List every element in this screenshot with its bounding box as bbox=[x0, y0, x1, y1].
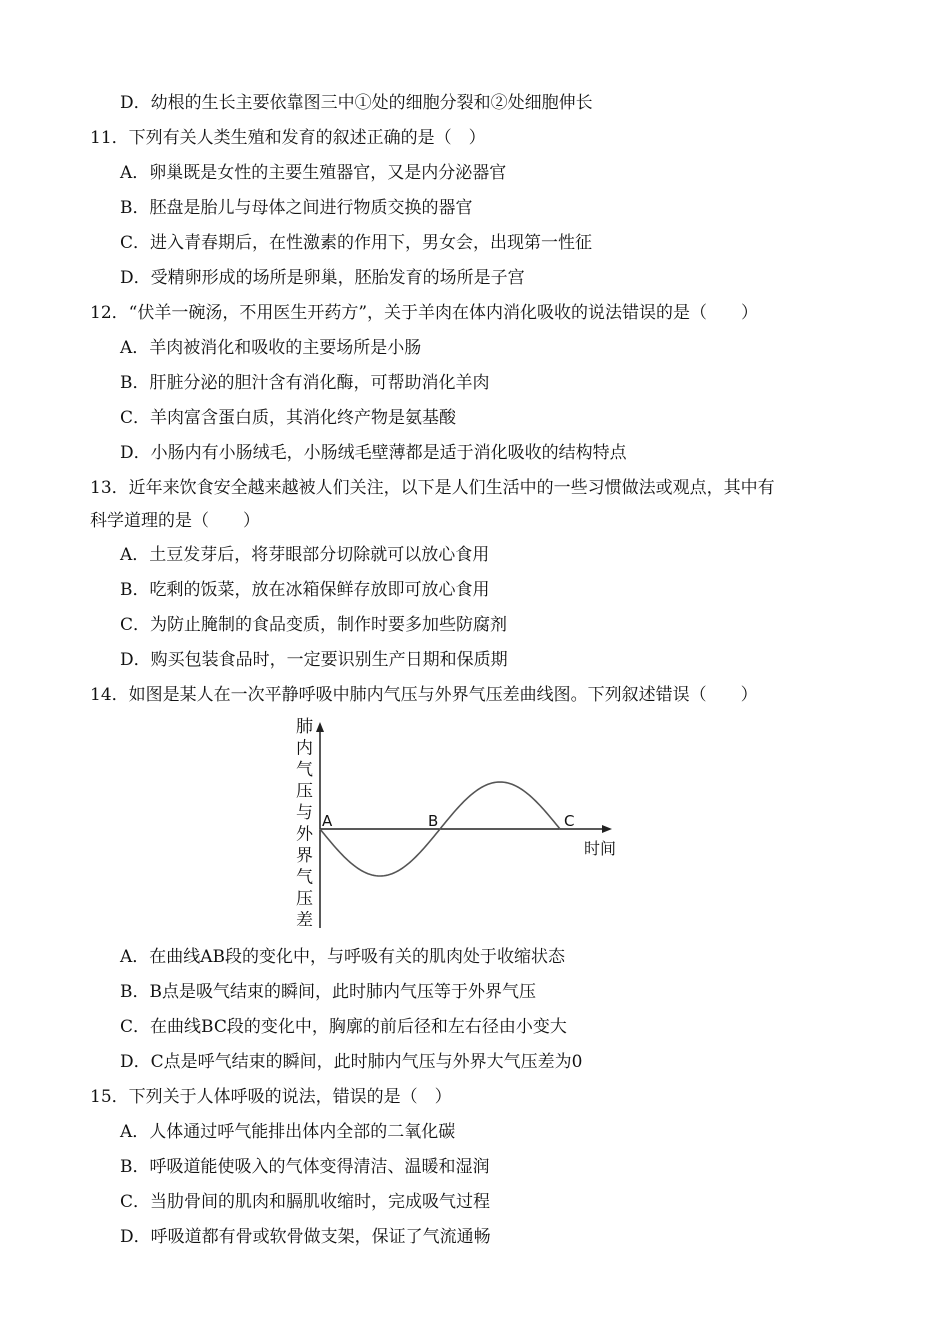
q11-option-a: A．卵巢既是女性的主要生殖器官，又是内分泌器官 bbox=[120, 163, 507, 183]
y-axis-label-char: 内 bbox=[296, 738, 313, 759]
y-axis-label-char: 与 bbox=[296, 803, 313, 823]
q15-option-c: C．当肋骨间的肌肉和膈肌收缩时，完成吸气过程 bbox=[120, 1192, 491, 1212]
q12-stem: 12．“伏羊一碗汤，不用医生开药方”，关于羊肉在体内消化吸收的说法错误的是（ ） bbox=[90, 303, 759, 323]
q13-option-a: A．土豆发芽后，将芽眼部分切除就可以放心食用 bbox=[120, 545, 490, 565]
y-axis-label-char: 压 bbox=[296, 781, 313, 802]
q12-option-b: B．肝脏分泌的胆汁含有消化酶，可帮助消化羊肉 bbox=[120, 373, 490, 393]
q13-option-d: D．购买包装食品时，一定要识别生产日期和保质期 bbox=[120, 650, 508, 670]
y-axis-label-char: 界 bbox=[296, 846, 313, 866]
y-axis-label-char: 肺 bbox=[296, 717, 313, 737]
q13-stem-line2: 科学道理的是（ ） bbox=[90, 511, 260, 531]
q14-option-c: C．在曲线BC段的变化中，胸廓的前后径和左右径由小变大 bbox=[120, 1017, 567, 1037]
q10-option-d: D．幼根的生长主要依靠图三中①处的细胞分裂和②处细胞伸长 bbox=[120, 93, 593, 113]
q14-option-a: A．在曲线AB段的变化中，与呼吸有关的肌肉处于收缩状态 bbox=[120, 947, 566, 967]
y-axis-label-char: 气 bbox=[296, 760, 313, 780]
q11-stem: 11．下列有关人类生殖和发育的叙述正确的是（ ） bbox=[90, 128, 486, 148]
q14-option-d: D．C点是呼气结束的瞬间，此时肺内气压与外界大气压差为0 bbox=[120, 1052, 583, 1072]
q13-stem-line1: 13．近年来饮食安全越来越被人们关注，以下是人们生活中的一些习惯做法或观点，其中有 bbox=[90, 478, 775, 498]
q15-option-a: A．人体通过呼气能排出体内全部的二氧化碳 bbox=[120, 1122, 456, 1142]
x-axis-arrow bbox=[602, 825, 612, 833]
y-axis-label-char: 气 bbox=[296, 867, 313, 888]
x-axis-label: 时间 bbox=[584, 839, 617, 858]
q13-option-c: C．为防止腌制的食品变质，制作时要多加些防腐剂 bbox=[120, 615, 508, 635]
q12-option-a: A．羊肉被消化和吸收的主要场所是小肠 bbox=[120, 338, 422, 358]
point-label-b: B bbox=[428, 812, 439, 830]
q15-stem: 15．下列关于人体呼吸的说法，错误的是（ ） bbox=[90, 1087, 452, 1107]
y-axis-arrow bbox=[316, 722, 324, 732]
y-axis-label-char: 外 bbox=[296, 824, 313, 845]
y-axis-label-char: 压 bbox=[296, 889, 313, 909]
q14-stem: 14．如图是某人在一次平静呼吸中肺内气压与外界气压差曲线图。下列叙述错误（ ） bbox=[90, 685, 758, 705]
q15-option-b: B．呼吸道能使吸入的气体变得清洁、温暖和湿润 bbox=[120, 1157, 490, 1177]
q12-option-d: D．小肠内有小肠绒毛，小肠绒毛壁薄都是适于消化吸收的结构特点 bbox=[120, 443, 627, 463]
y-axis-label bbox=[296, 717, 314, 928]
q14-option-b: B．B点是吸气结束的瞬间，此时肺内气压等于外界气压 bbox=[120, 982, 536, 1002]
q11-option-c: C．进入青春期后，在性激素的作用下，男女会，出现第一性征 bbox=[120, 233, 593, 253]
q11-option-b: B．胚盘是胎儿与母体之间进行物质交换的器官 bbox=[120, 198, 473, 218]
q15-option-d: D．呼吸道都有骨或软骨做支架，保证了气流通畅 bbox=[120, 1227, 491, 1247]
q12-option-c: C．羊肉富含蛋白质，其消化终产物是氨基酸 bbox=[120, 408, 457, 428]
point-label-c: C bbox=[564, 812, 575, 830]
point-label-a: A bbox=[322, 812, 333, 830]
y-axis-label-char: 差 bbox=[296, 910, 313, 928]
q13-option-b: B．吃剩的饭菜，放在冰箱保鲜存放即可放心食用 bbox=[120, 580, 490, 600]
q11-option-d: D．受精卵形成的场所是卵巢，胚胎发育的场所是子宫 bbox=[120, 268, 525, 288]
pressure-difference-chart bbox=[288, 716, 628, 928]
